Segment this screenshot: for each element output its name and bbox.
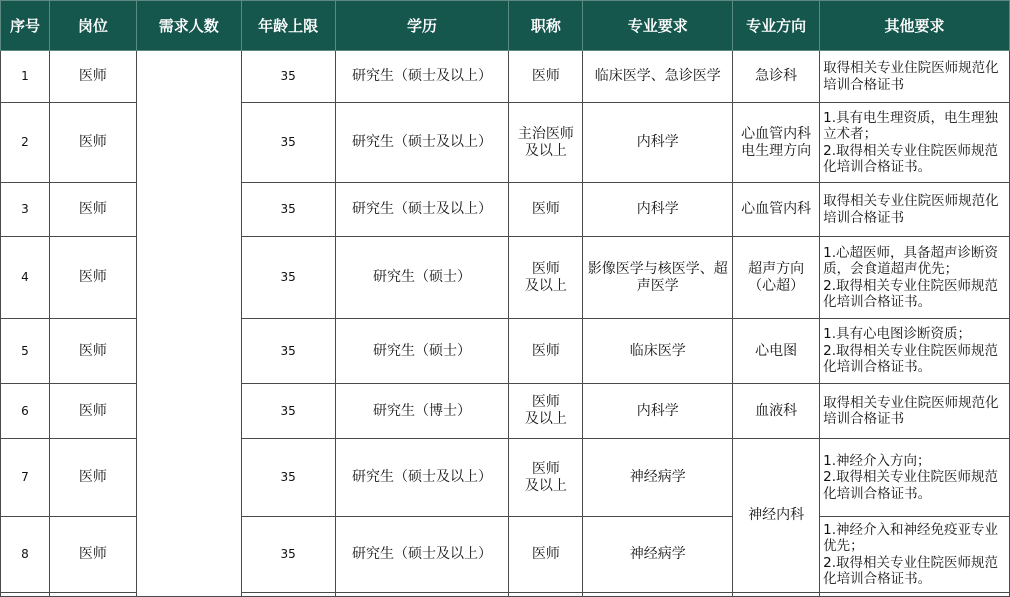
header-cell-no: 序号 [1, 1, 50, 51]
cell-cut [335, 593, 509, 597]
header-cell-major: 专业要求 [583, 1, 733, 51]
cell-title: 医师 及以上 [509, 439, 583, 517]
cell-no: 3 [1, 183, 50, 237]
cell-post: 医师 [49, 517, 136, 593]
cell-post: 医师 [49, 51, 136, 103]
cell-no: 7 [1, 439, 50, 517]
cell-direction: 心电图 [733, 319, 820, 384]
header-cell-post: 岗位 [49, 1, 136, 51]
header-cell-count: 需求人数 [136, 1, 241, 51]
header-cell-age: 年龄上限 [241, 1, 335, 51]
cell-education: 研究生（硕士及以上） [335, 439, 509, 517]
cell-no: 6 [1, 384, 50, 439]
cell-major: 内科学 [583, 103, 733, 183]
cell-other: 取得相关专业住院医师规范化培训合格证书 [820, 51, 1010, 103]
cell-other: 取得相关专业住院医师规范化培训合格证书 [820, 183, 1010, 237]
cell-major: 临床医学、急诊医学 [583, 51, 733, 103]
cell-age: 35 [241, 384, 335, 439]
cell-post: 医师 [49, 439, 136, 517]
cell-education: 研究生（博士） [335, 384, 509, 439]
cell-other: 1.神经介入方向； 2.取得相关专业住院医师规范化培训合格证书。 [820, 439, 1010, 517]
cell-age: 35 [241, 183, 335, 237]
header-cell-title: 职称 [509, 1, 583, 51]
cell-age: 35 [241, 319, 335, 384]
cell-cut [733, 593, 820, 597]
cell-education: 研究生（硕士） [335, 237, 509, 319]
cell-title: 主治医师 及以上 [509, 103, 583, 183]
cell-major: 临床医学 [583, 319, 733, 384]
cell-no: 8 [1, 517, 50, 593]
cell-no: 2 [1, 103, 50, 183]
cell-age: 35 [241, 237, 335, 319]
cell-post: 医师 [49, 319, 136, 384]
header-cell-direction: 专业方向 [733, 1, 820, 51]
cell-other: 1.心超医师，具备超声诊断资质，会食道超声优先； 2.取得相关专业住院医师规范化培训合格证书。 [820, 237, 1010, 319]
table-row [1, 51, 1010, 103]
cell-cut [49, 593, 136, 597]
cell-other: 1.具有电生理资质，电生理独立术者； 2.取得相关专业住院医师规范化培训合格证书。 [820, 103, 1010, 183]
cell-count-merged [136, 51, 241, 597]
cell-age: 35 [241, 103, 335, 183]
cell-age: 35 [241, 51, 335, 103]
cell-cut [820, 593, 1010, 597]
cell-other: 1.具有心电图诊断资质； 2.取得相关专业住院医师规范化培训合格证书。 [820, 319, 1010, 384]
header-cell-other: 其他要求 [820, 1, 1010, 51]
cell-cut [583, 593, 733, 597]
cell-no: 1 [1, 51, 50, 103]
cell-education: 研究生（硕士及以上） [335, 51, 509, 103]
cell-major: 神经病学 [583, 517, 733, 593]
cell-education: 研究生（硕士及以上） [335, 517, 509, 593]
cell-post: 医师 [49, 183, 136, 237]
cell-cut [241, 593, 335, 597]
cell-direction: 超声方向 （心超） [733, 237, 820, 319]
cell-post: 医师 [49, 384, 136, 439]
cell-age: 35 [241, 439, 335, 517]
cell-no: 5 [1, 319, 50, 384]
cell-title: 医师 [509, 183, 583, 237]
cell-direction: 急诊科 [733, 51, 820, 103]
cell-other: 1.神经介入和神经免疫亚专业优先； 2.取得相关专业住院医师规范化培训合格证书。 [820, 517, 1010, 593]
cell-post: 医师 [49, 103, 136, 183]
cell-title: 医师 [509, 517, 583, 593]
cell-direction: 心血管内科 [733, 183, 820, 237]
cell-title: 医师 及以上 [509, 384, 583, 439]
cell-other: 取得相关专业住院医师规范化培训合格证书 [820, 384, 1010, 439]
cell-major: 影像医学与核医学、超声医学 [583, 237, 733, 319]
cell-education: 研究生（硕士及以上） [335, 103, 509, 183]
cell-no: 4 [1, 237, 50, 319]
cell-education: 研究生（硕士） [335, 319, 509, 384]
cell-age: 35 [241, 517, 335, 593]
cell-cut [509, 593, 583, 597]
cell-education: 研究生（硕士及以上） [335, 183, 509, 237]
header-cell-education: 学历 [335, 1, 509, 51]
cell-major: 神经病学 [583, 439, 733, 517]
cell-title: 医师 [509, 51, 583, 103]
cell-major: 内科学 [583, 384, 733, 439]
cell-title: 医师 [509, 319, 583, 384]
cell-major: 内科学 [583, 183, 733, 237]
cell-direction: 血液科 [733, 384, 820, 439]
cell-post: 医师 [49, 237, 136, 319]
cell-direction-merged: 神经内科 [733, 439, 820, 593]
cell-cut [1, 593, 50, 597]
header-row [1, 1, 1010, 51]
cell-title: 医师 及以上 [509, 237, 583, 319]
cell-direction: 心血管内科 电生理方向 [733, 103, 820, 183]
